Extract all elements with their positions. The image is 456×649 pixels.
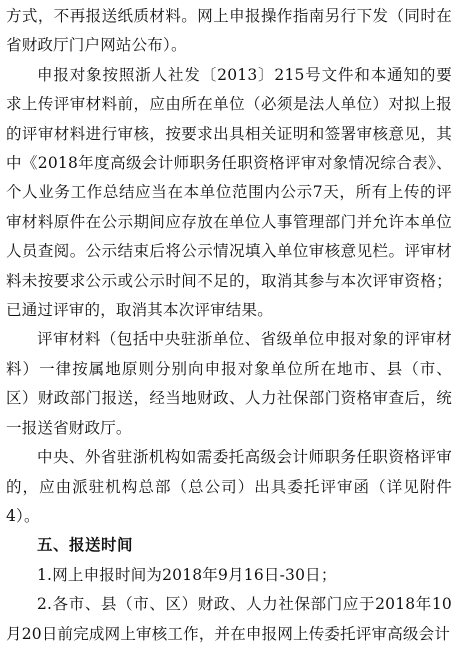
list-item-online-application-time: 1.网上申报时间为2018年9月16日-30日； [37,565,337,584]
paragraph-submission-method: 方式，不再报送纸质材料。网上申报操作指南另行下发（同时在省财政厅门户网站公布）。 [6,7,452,55]
paragraph-unit-review: 申报对象按照浙人社发〔2013〕215号文件和本通知的要求上传评审材料前，应由所在单位（必须是法人单位）对拟上报的评审材料进行审核，按要求出具相关证明和签署审核意见，其中《2018年度高级会计师职务任职资格评审对象情况综合表》、个人业务工作总结应当在本单位范围内公示7天，所有上传的评审材料原件在公示期间应存放在单位人事管理部门并允许本单位人员查阅。公示结束后将公示情况填入单位审核意见栏。评审材料未按要求公示或公示时间不足的，取消其参与本次评审资格；已通过评审的，取消其本次评审结果。 [6,65,452,320]
section-heading-submission-time: 五、报送时间 [37,536,134,555]
paragraph-entrusted-review: 中央、外省驻浙机构如需委托高级会计师职务任职资格评审的，应由派驻机构总部（总公司）出具委托评审函（详见附件4）。 [6,448,452,525]
paragraph-territorial-submission: 评审材料（包括中央驻浙单位、省级单位申报对象的评审材料）一律按属地原则分别向申报对象单位所在地市、县（市、区）财政部门报送，经当地财政、人力社保部门资格审查后，统一报送省财政厅。 [6,330,452,437]
list-item-review-deadline: 2.各市、县（市、区）财政、人力社保部门应于2018年10月20日前完成网上审核工作，并在申报网上传委托评审高级会计 [6,595,452,643]
